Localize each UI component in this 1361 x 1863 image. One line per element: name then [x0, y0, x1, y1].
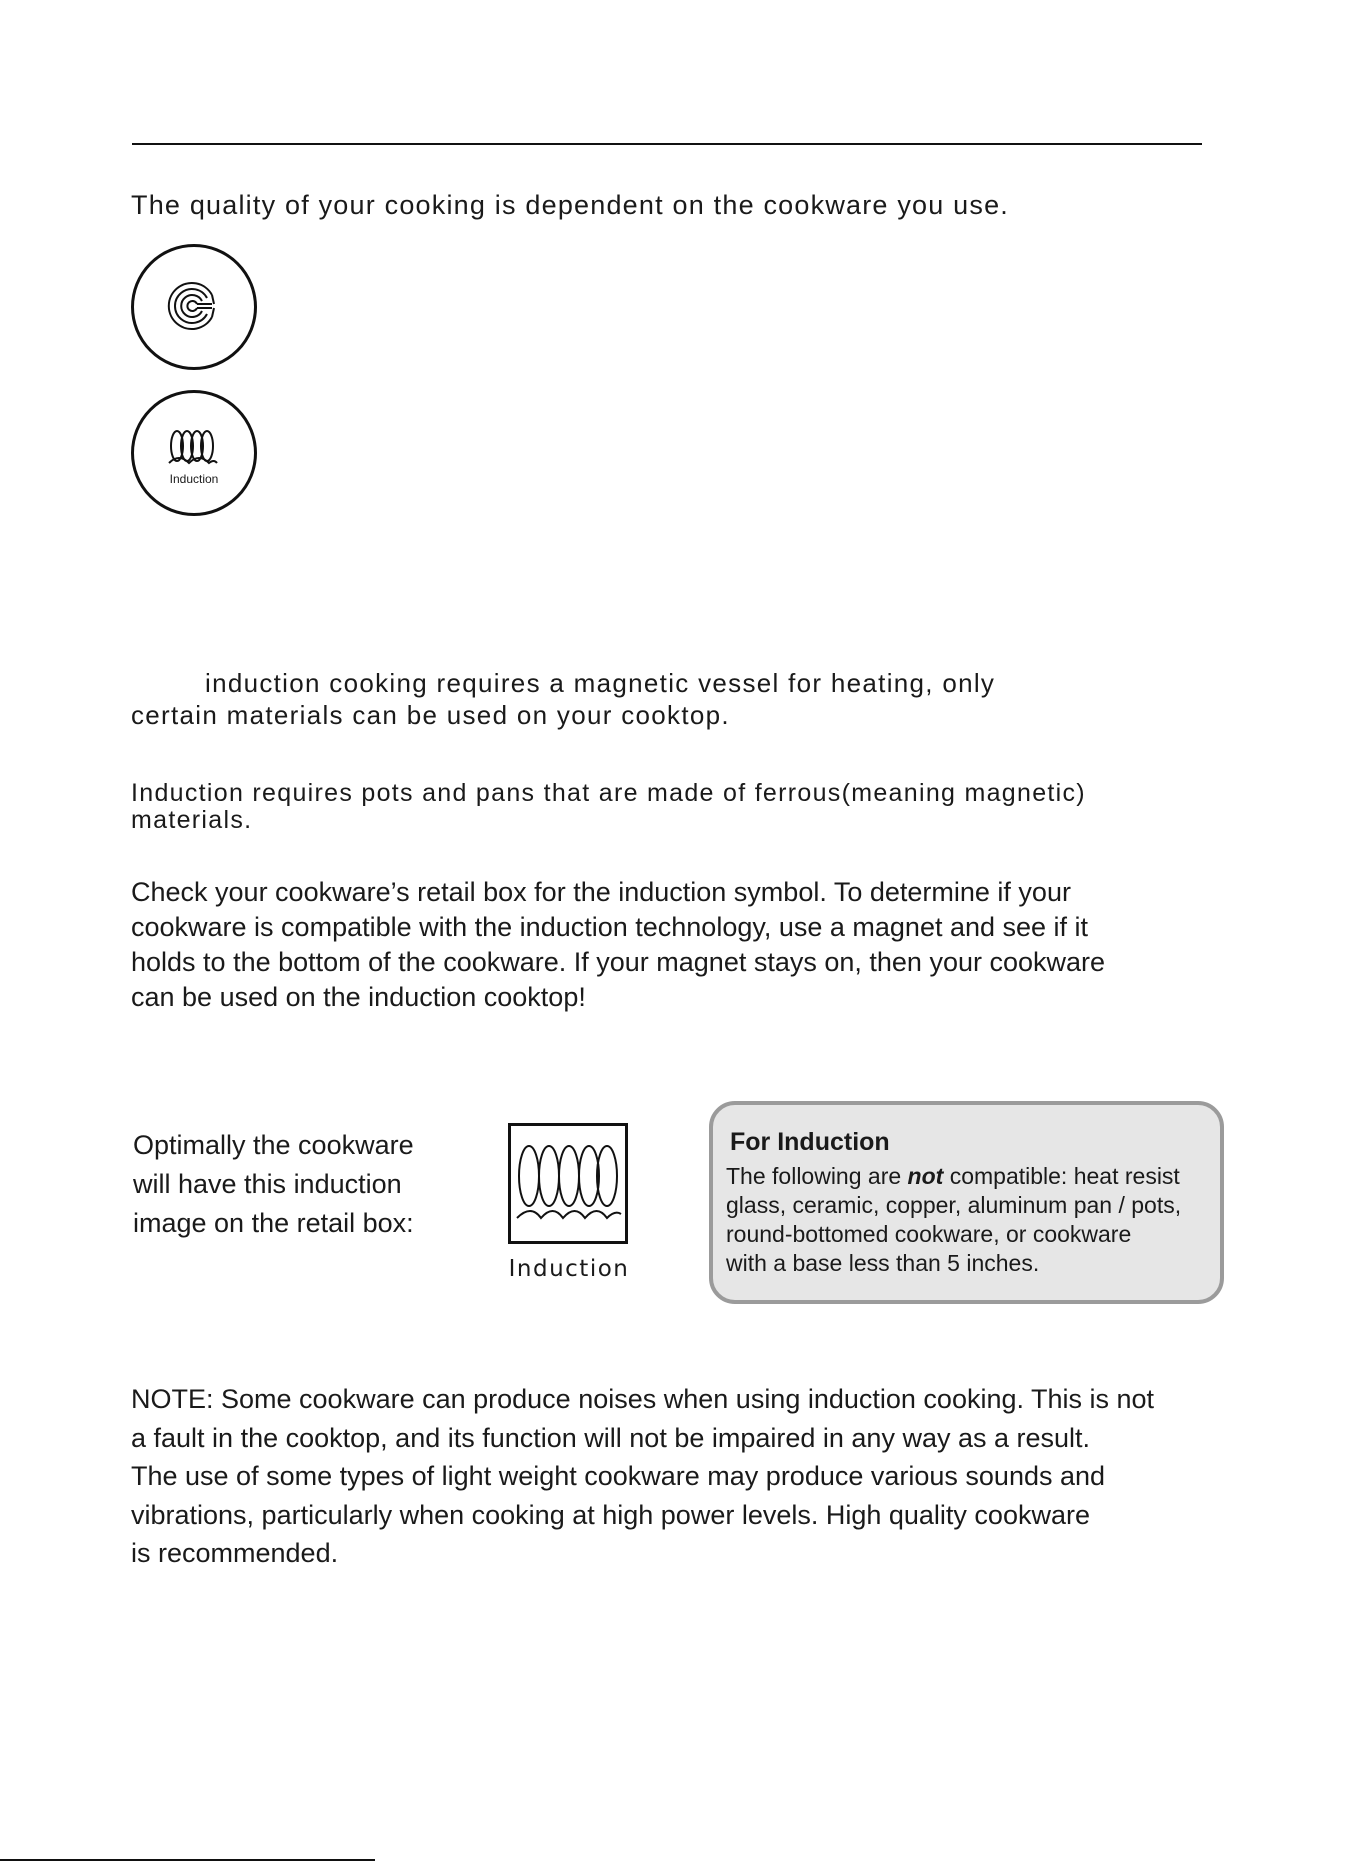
retail-line2: will have this induction: [133, 1169, 402, 1199]
magnet-test-paragraph: [131, 875, 1105, 1015]
induction-badge-label: Induction: [169, 472, 219, 486]
callout-body: [726, 1162, 1181, 1278]
callout-title: For Induction: [730, 1128, 890, 1156]
callout-line3: round-bottomed cookware, or cookware: [726, 1221, 1132, 1247]
paragraph3-line3: holds to the bottom of the cookware. If your magnet stays on, then your cookware: [131, 947, 1106, 977]
induction-badge: [131, 390, 257, 516]
paragraph2-line1: Induction requires pots and pans that are made of ferrous(meaning magnetic): [131, 779, 1086, 807]
note-line5: is recommended.: [131, 1538, 339, 1568]
footer-rule: [0, 1859, 375, 1861]
callout-line2: glass, ceramic, copper, aluminum pan / pots,: [726, 1192, 1182, 1218]
paragraph1-line2: certain materials can be used on your cooktop.: [131, 700, 730, 730]
header-rule: [132, 143, 1202, 145]
induction-symbol-caption: Induction: [508, 1256, 630, 1282]
note-line1: NOTE: Some cookware can produce noises when using induction cooking. This is not: [131, 1384, 1155, 1414]
paragraph3-line2: cookware is compatible with the induction technology, use a magnet and see if it: [131, 912, 1089, 942]
callout-line1-pre: The following are: [726, 1163, 908, 1189]
magnetic-vessel-paragraph: [131, 667, 995, 731]
paragraph1-line1: induction cooking requires a magnetic vessel for heating, only: [205, 668, 996, 698]
callout-line1-post: compatible: heat resist: [943, 1163, 1180, 1189]
paragraph3-line4: can be used on the induction cooktop!: [131, 982, 586, 1012]
note-line2: a fault in the cooktop, and its function will not be impaired in any way as a result.: [131, 1422, 1091, 1453]
callout-emphasis: not: [907, 1163, 944, 1189]
noise-note: [131, 1380, 1154, 1573]
retail-line1: Optimally the cookware: [133, 1130, 414, 1160]
induction-coil-icon: [511, 1126, 625, 1241]
burner-coil-icon: [134, 247, 254, 367]
burner-badge: [131, 244, 257, 370]
paragraph2-line2: materials.: [131, 806, 253, 834]
for-induction-callout: [709, 1101, 1224, 1304]
intro-text: The quality of your cooking is dependent on the cookware you use.: [131, 190, 1010, 220]
ferrous-paragraph: [131, 780, 1086, 834]
induction-coil-icon: [134, 393, 254, 513]
retail-line3: image on the retail box:: [133, 1208, 414, 1238]
paragraph3-line1: Check your cookware’s retail box for the induction symbol. To determine if your: [131, 877, 1071, 907]
callout-line4: with a base less than 5 inches.: [726, 1250, 1040, 1276]
retail-box-text: [133, 1126, 414, 1243]
induction-symbol-box: [508, 1123, 628, 1244]
note-line3: The use of some types of light weight cookware may produce various sounds and: [131, 1461, 1106, 1491]
note-line4: vibrations, particularly when cooking at high power levels. High quality cookware: [131, 1499, 1090, 1530]
